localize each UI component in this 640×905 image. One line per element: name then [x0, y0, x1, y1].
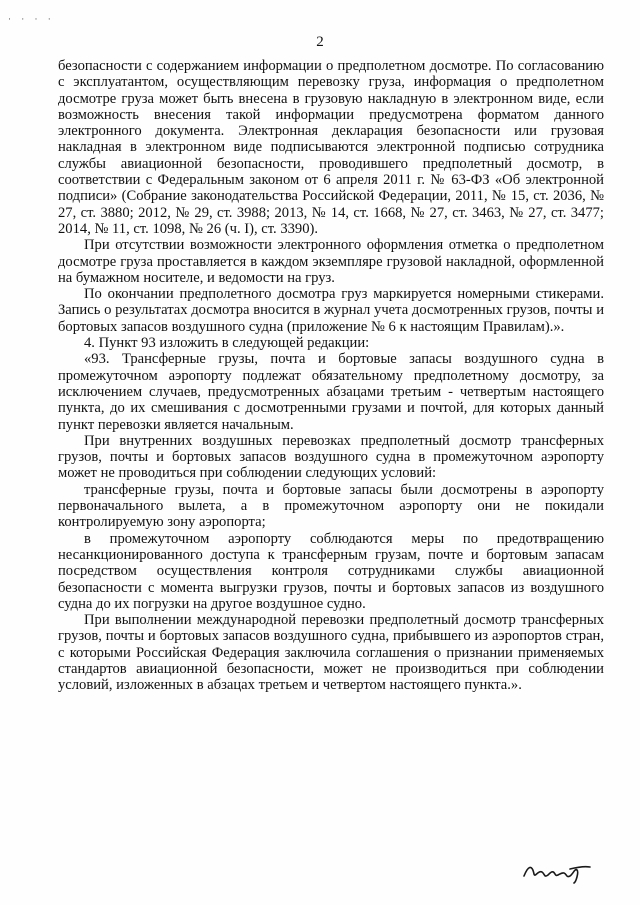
handwritten-signature: [520, 858, 592, 884]
paragraph-continuation: безопасности с содержанием информации о предполетном досмотре. По согласованию с эксплуатантом, осуществляющим перевозку груза, информация о предполетном досмотре груза может быть внесена в грузовую накладную в электронном виде, если возможность внесения такой информации предусмотрена форматом данного электронного документа. Электронная декларация безопасности или грузовая накладная в электронном виде подписываются электронной подписью сотрудника службы авиационной безопасности, проводившего предполетный досмотр, в соответствии с Федеральным законом от 6 апреля 2011 г. № 63-ФЗ «Об электронной подписи» (Собрание законодательства Российской Федерации, 2011, № 15, ст. 2036, № 27, ст. 3880; 2012, № 29, ст. 3988; 2013, № 14, ст. 1668, № 27, ст. 3463, № 27, ст. 3477; 2014, № 11, ст. 1098, № 26 (ч. I), ст. 3390).: [58, 58, 604, 237]
scan-marks: · · · ·: [8, 14, 55, 24]
paragraph-amendment-item: 4. Пункт 93 изложить в следующей редакции:: [84, 335, 370, 352]
paragraph: По окончании предполетного досмотра груз маркируется номерными стикерами. Запись о результатах досмотра вносится в журнал учета досмотренных грузов, почты и бортовых запасов воздушного судна (приложение № 6 к настоящим Правилам).».: [58, 286, 604, 335]
paragraph: «93. Трансферные грузы, почта и бортовые запасы воздушного судна в промежуточном аэропорту подлежат обязательному предполетному досмотру, за исключением случаев, предусмотренных абзацами третьим - четвертым настоящего пункта, до их смешивания с досмотренными грузами и почтой, для которых данный пункт перевозки является начальным.: [58, 351, 604, 433]
paragraph: При отсутствии возможности электронного оформления отметка о предполетном досмотре груза проставляется в каждом экземпляре грузовой накладной, оформленной на бумажном носителе, и ведомости на груз.: [58, 237, 604, 286]
paragraph: При внутренних воздушных перевозках предполетный досмотр трансферных грузов, почты и бортовых запасов воздушного судна в промежуточном аэропорту может не проводиться при соблюдении следующих условий:: [58, 432, 604, 482]
paragraph: в промежуточном аэропорту соблюдаются меры по предотвращению несанкционированного доступа к трансферным грузам, почте и бортовым запасам посредством осуществления контроля сотрудниками службы авиационной безопасности с момента выгрузки грузов, почты и бортовых запасов из воздушного судна до их погрузки на другое воздушное судно.: [58, 530, 604, 612]
paragraph: При выполнении международной перевозки предполетный досмотр трансферных грузов, почты и бортовых запасов воздушного судна, прибывшего из аэропортов стран, с которыми Российская Федерация заключила соглашения о признании применяемых стандартов авиационной безопасности, может не производиться при соблюдении условий, изложенных в абзацах третьем и четвертом настоящего пункта.».: [58, 612, 604, 694]
page-number: 2: [316, 34, 324, 50]
paragraph: трансферные грузы, почта и бортовые запасы были досмотрены в аэропорту первоначального вылета, а в промежуточном аэропорту они не покидали контролируемую зону аэропорта;: [58, 481, 604, 531]
document-body: [58, 58, 604, 694]
